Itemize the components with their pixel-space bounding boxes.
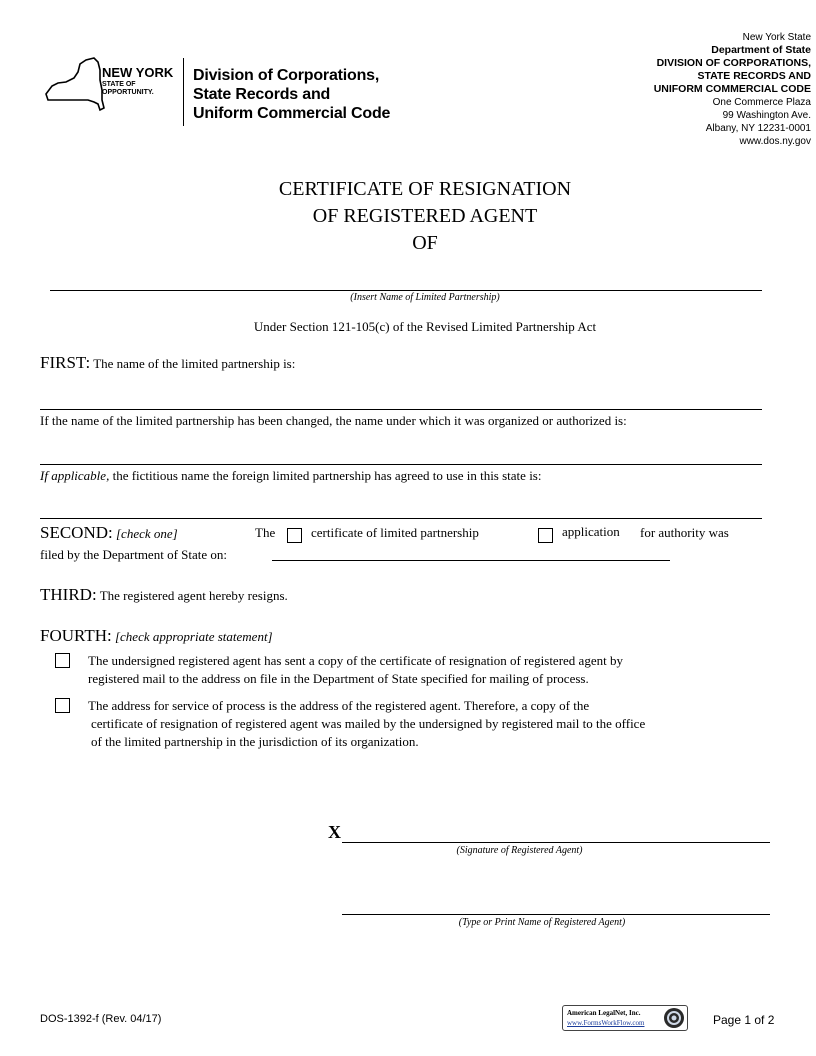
statement-line: registered mail to the address on file in the Department of State specified for mailing of process.: [88, 671, 589, 686]
legalnet-badge[interactable]: [562, 1005, 688, 1031]
address-line: Albany, NY 12231-0001: [705, 123, 811, 134]
first-section: [40, 354, 295, 373]
address-line: DIVISION OF CORPORATIONS,: [656, 57, 811, 69]
logo-divider: [183, 58, 184, 126]
partnership-name-caption: (Insert Name of Limited Partnership): [350, 292, 500, 303]
authority-text: for authority was: [640, 525, 729, 540]
original-name-field[interactable]: [40, 464, 762, 465]
badge-url[interactable]: www.FormsWorkFlow.com: [567, 1019, 645, 1027]
agent-name-field[interactable]: [342, 914, 770, 915]
address-line: One Commerce Plaza: [712, 97, 811, 108]
certificate-option-label: certificate of limited partnership: [311, 525, 479, 540]
address-line: www.dos.ny.gov: [739, 136, 811, 147]
division-line: Uniform Commercial Code: [193, 105, 391, 122]
division-line: Division of Corporations,: [193, 67, 380, 84]
second-section: [40, 524, 178, 543]
address-line: 99 Washington Ave.: [722, 110, 811, 121]
section-reference: Under Section 121-105(c) of the Revised Limited Partnership Act: [253, 319, 597, 334]
fictitious-name-label: the fictitious name the foreign limited partnership has agreed to use in this state is:: [112, 468, 542, 483]
title-line: CERTIFICATE OF RESIGNATION: [278, 178, 572, 200]
statement-line: of the limited partnership in the jurisdiction of its organization.: [91, 734, 419, 749]
certificate-checkbox[interactable]: [287, 528, 302, 543]
division-line: State Records and: [193, 86, 331, 103]
address-line: STATE RECORDS AND: [697, 70, 811, 82]
fourth-section: [40, 627, 273, 646]
signature-caption: (Signature of Registered Agent): [456, 845, 583, 856]
badge-company: American LegalNet, Inc.: [567, 1009, 641, 1017]
signature-field[interactable]: [342, 842, 770, 843]
form-title: [0, 176, 816, 257]
address-line: UNIFORM COMMERCIAL CODE: [653, 83, 811, 95]
signature-x-mark: X: [328, 822, 341, 842]
address-line: New York State: [742, 32, 811, 43]
application-option-label: application: [562, 524, 620, 539]
filed-date-label: filed by the Department of State on:: [40, 547, 228, 562]
partnership-name-field[interactable]: [40, 409, 762, 410]
second-label: SECOND:: [40, 523, 113, 542]
statement-line: certificate of resignation of registered agent was mailed by the undersigned by registered mail to the office: [91, 716, 646, 731]
if-applicable-label: If applicable,: [40, 468, 110, 483]
statement-2: [88, 697, 645, 751]
logo-tagline: STATE OF OPPORTUNITY.: [102, 81, 154, 96]
changed-name-text: If the name of the limited partnership has been changed, the name under which it was organized or authorized is:: [40, 413, 627, 428]
fourth-label: FOURTH:: [40, 626, 112, 645]
agent-name-caption: (Type or Print Name of Registered Agent): [458, 917, 626, 928]
page-number: Page 1 of 2: [713, 1013, 775, 1027]
address-line: Department of State: [711, 44, 811, 56]
fourth-hint: [check appropriate statement]: [114, 629, 273, 644]
third-section: [40, 586, 288, 605]
filed-date-field[interactable]: [272, 560, 670, 561]
mailed-copy-checkbox[interactable]: [55, 653, 70, 668]
third-text: The registered agent hereby resigns.: [99, 588, 288, 603]
division-name: [193, 66, 390, 123]
application-checkbox[interactable]: [538, 528, 553, 543]
fictitious-name-field[interactable]: [40, 518, 762, 519]
title-line: OF REGISTERED AGENT: [312, 205, 538, 227]
second-hint: [check one]: [115, 526, 178, 541]
third-label: THIRD:: [40, 585, 97, 604]
second-the: The: [255, 525, 276, 540]
statement-line: The address for service of process is the address of the registered agent. Therefore, a copy of the: [88, 698, 590, 713]
first-text: The name of the limited partnership is:: [93, 356, 296, 371]
same-address-checkbox[interactable]: [55, 698, 70, 713]
form-id: DOS-1392-f (Rev. 04/17): [40, 1013, 162, 1025]
agency-address: [654, 31, 811, 148]
title-line: OF: [412, 232, 438, 254]
fictitious-name-text: [40, 467, 541, 485]
statement-line: The undersigned registered agent has sent a copy of the certificate of resignation of registered agent by: [88, 653, 623, 668]
statement-1: [88, 652, 623, 688]
first-label: FIRST:: [40, 353, 91, 372]
logo-state-name: NEW YORK: [102, 65, 174, 80]
globe-icon: [663, 1007, 685, 1029]
partnership-name-line[interactable]: [50, 290, 762, 291]
